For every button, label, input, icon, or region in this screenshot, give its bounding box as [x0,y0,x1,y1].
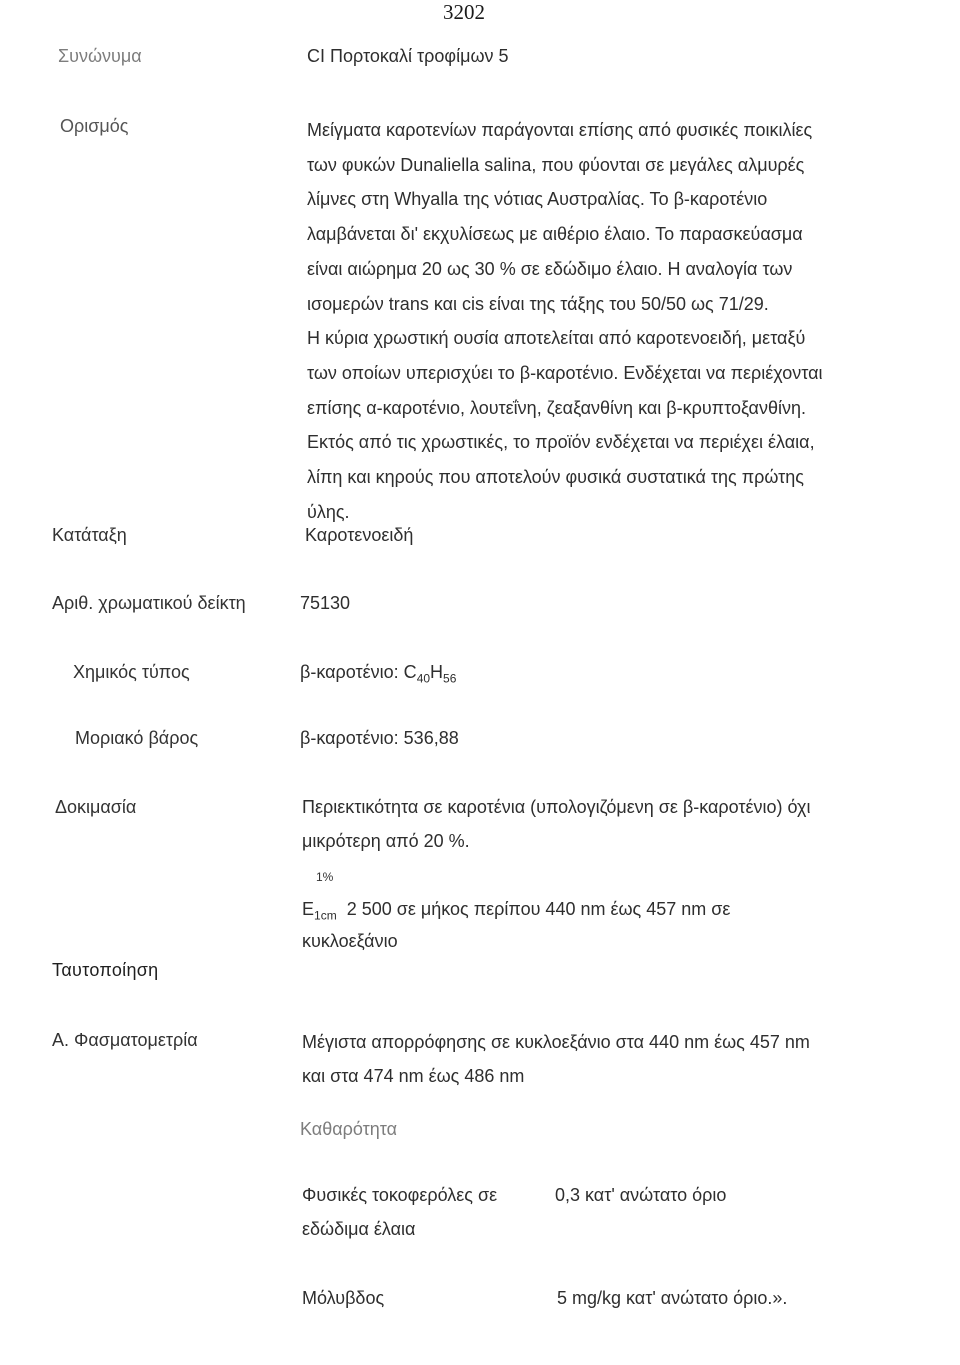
definition-line: Μείγματα καροτενίων παράγονται επίσης από φυσικές ποικιλίες [307,120,813,140]
definition-paragraph [307,113,907,529]
tocopherols-label-line-2: εδώδιμα έλαια [302,1219,416,1239]
definition-line: των φυκών Dunaliella salina, που φύονται σε μεγάλες αλμυρές [307,154,805,175]
molecular-weight-value: β-καροτένιο: 536,88 [300,728,459,748]
definition-line: Η κύρια χρωστική ουσία αποτελείται από καροτενοειδή, μεταξύ [307,328,806,349]
synonyms-label: Συνώνυμα [58,46,142,66]
chemical-formula-label: Χημικός τύπος [73,662,190,682]
definition-line: λίμνες στη Whyalla της νότιας Αυστραλίας. Το β-καροτένιο [307,189,768,210]
tocopherols-label-line-1: Φυσικές τοκοφερόλες σε [302,1185,498,1205]
spectrometry-line-2: και στα 474 nm έως 486 nm [302,1066,525,1086]
synonyms-value: CI Πορτοκαλί τροφίμων 5 [307,46,509,66]
formula-subscript-carbon: 40 [416,671,431,686]
classification-value: Καροτενοειδή [305,525,414,545]
formula-hydrogen: H [430,662,444,682]
formula-prefix: β-καροτένιο: C [300,662,417,682]
colour-index-value: 75130 [300,593,351,613]
assay-line-1: Περιεκτικότητα σε καροτένια (υπολογιζόμενη σε β-καροτένιο) όχι [302,797,811,817]
assay-label: Δοκιμασία [55,797,137,817]
classification-label: Κατάταξη [52,525,127,545]
identification-heading: Ταυτοποίηση [52,960,159,980]
extinction-subscript: 1cm [314,908,337,923]
page-number: 3202 [443,0,485,24]
extinction-coefficient [302,899,730,923]
purity-heading: Καθαρότητα [300,1119,397,1139]
chemical-formula-value [300,662,456,686]
definition-line: λαμβάνεται δι' εκχυλίσεως με αιθέριο έλαιο. Το παρασκεύασμα [307,224,803,245]
colour-index-label: Αριθ. χρωματικού δείκτη [52,593,246,613]
spectrometry-label: Α. Φασματομετρία [52,1030,198,1050]
definition-line: επίσης α-καροτένιο, λουτεΐνη, ζεαξανθίνη και β-κρυπτοξανθίνη. [307,397,806,418]
lead-value: 5 mg/kg κατ' ανώτατο όριο.». [557,1288,788,1308]
definition-label: Ορισμός [60,116,129,136]
spectrometry-line-1: Μέγιστα απορρόφησης σε κυκλοεξάνιο στα 440 nm έως 457 nm [302,1032,810,1052]
definition-line: ισομερών trans και cis είναι της τάξης του 50/50 ως 71/29. [307,293,769,314]
tocopherols-value: 0,3 κατ' ανώτατο όριο [555,1185,727,1205]
definition-line: είναι αιώρημα 20 ως 30 % σε εδώδιμο έλαιο. Η αναλογία των [307,258,793,279]
definition-line: ύλης. [307,501,350,522]
extinction-letter: E [302,899,315,919]
definition-line: Εκτός από τις χρωστικές, το προϊόν ενδέχεται να περιέχει έλαια, [307,432,815,453]
lead-label: Μόλυβδος [302,1288,385,1308]
definition-line: των οποίων υπερισχύει το β-καροτένιο. Ενδέχεται να περιέχονται [307,362,823,383]
formula-subscript-hydrogen: 56 [443,671,457,686]
molecular-weight-label: Μοριακό βάρος [75,728,199,748]
definition-line: λίπη και κηρούς που αποτελούν φυσικά συστατικά της πρώτης [307,467,804,488]
extinction-text: 2 500 σε μήκος περίπου 440 nm έως 457 nm σε [346,899,731,919]
assay-line-2: μικρότερη από 20 %. [302,831,470,851]
extinction-line-2: κυκλοεξάνιο [302,931,398,951]
extinction-superscript: 1% [316,870,334,884]
